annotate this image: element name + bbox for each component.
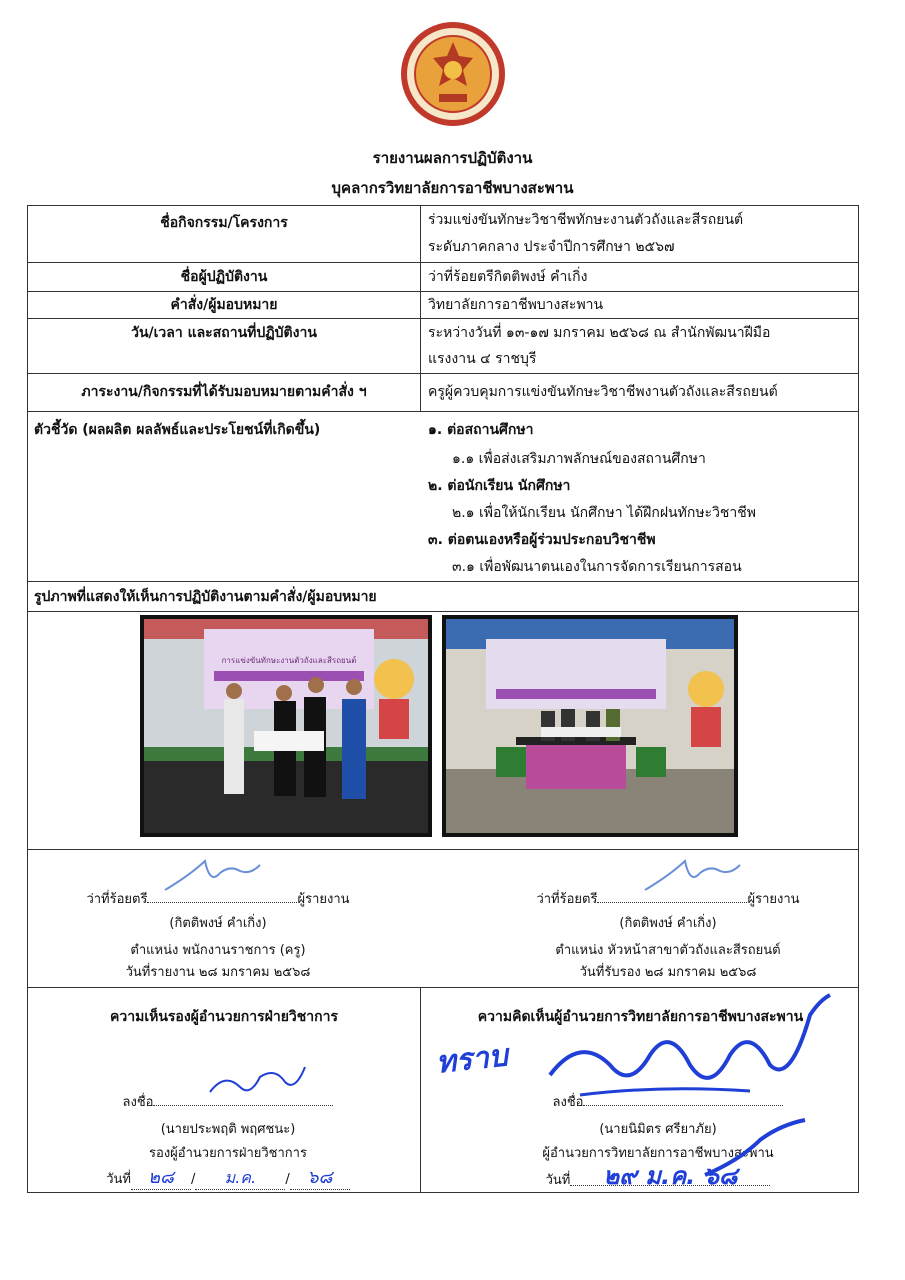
- deputy-name: (นายประพฤติ พฤศชนะ): [160, 1122, 296, 1137]
- indicators-label: ตัวชี้วัด (ผลผลิต ผลลัพธ์และประโยชน์ที่เกิดขึ้น): [34, 422, 321, 438]
- indicator-detail-3: ๓.๑ เพื่อพัฒนาตนเองในการจัดการเรียนการสอน: [452, 559, 742, 575]
- certifier-name: (กิตติพงษ์ คำเกิ่ง): [619, 916, 717, 931]
- director-date-scribble: [700, 1120, 810, 1180]
- deputy-date-day: ๒๘: [131, 1167, 191, 1190]
- college-seal-logo: [399, 20, 507, 128]
- deputy-signature: [205, 1062, 315, 1102]
- datetime-value-line2: แรงงาน ๔ ราชบุรี: [428, 351, 537, 367]
- reporter-name: (กิตติพงษ์ คำเกิ่ง): [169, 916, 267, 931]
- datetime-label: วัน/เวลา และสถานที่ปฏิบัติงาน: [131, 325, 317, 341]
- deputy-position: รองผู้อำนวยการฝ่ายวิชาการ: [149, 1146, 307, 1161]
- datetime-value-line1: ระหว่างวันที่ ๑๓-๑๗ มกราคม ๒๕๖๘ ณ สำนักพัฒนาฝีมือ: [428, 325, 771, 341]
- certifier-position: ตำแหน่ง หัวหน้าสาขาตัวถังและสีรถยนต์: [555, 943, 781, 958]
- indicator-detail-1: ๑.๑ เพื่อส่งเสริมภาพลักษณ์ของสถานศึกษา: [452, 451, 706, 467]
- report-subtitle: บุคลากรวิทยาลัยการอาชีพบางสะพาน: [331, 179, 574, 197]
- certifier-date: วันที่รับรอง ๒๘ มกราคม ๒๕๖๘: [579, 965, 757, 980]
- certifier-prefix: ว่าที่ร้อยตรี: [536, 892, 598, 907]
- deputy-date-month: ม.ค.: [195, 1167, 285, 1190]
- director-date-handwritten: ๒๙ ม.ค. ๖๘: [570, 1167, 770, 1186]
- indicator-heading-3: ๓. ต่อตนเองหรือผู้ร่วมประกอบวิชาชีพ: [428, 532, 656, 548]
- photo-2-illustration: [446, 619, 734, 833]
- deputy-heading: ความเห็นรองผู้อำนวยการฝ่ายวิชาการ: [110, 1009, 338, 1025]
- photo-1-illustration: [144, 619, 428, 833]
- reporter-position: ตำแหน่ง พนักงานราชการ (ครู): [130, 943, 306, 958]
- deputy-sign-label: ลงชื่อ: [122, 1095, 154, 1110]
- reporter-date: วันที่รายงาน ๒๘ มกราคม ๒๕๖๘: [125, 965, 311, 980]
- director-sign-label: ลงชื่อ: [552, 1095, 584, 1110]
- director-position: ผู้อำนวยการวิทยาลัยการอาชีพบางสะพาน: [542, 1146, 774, 1161]
- task-label: ภาระงาน/กิจกรรมที่ได้รับมอบหมายตามคำสั่ง ฯ: [81, 384, 367, 400]
- activity-label: ชื่อกิจกรรม/โครงการ: [160, 215, 288, 231]
- certifier-signature: [640, 855, 750, 895]
- performer-label: ชื่อผู้ปฏิบัติงาน: [180, 269, 268, 285]
- activity-value-line1: ร่วมแข่งขันทักษะวิชาชีพทักษะงานตัวถังและสีรถยนต์: [428, 212, 744, 228]
- director-date-label: วันที่: [545, 1173, 571, 1188]
- indicator-heading-2: ๒. ต่อนักเรียน นักศึกษา: [428, 478, 571, 494]
- reporter-signature: [160, 855, 270, 895]
- performer-value: ว่าที่ร้อยตรีกิตติพงษ์ คำเกิ่ง: [428, 269, 588, 285]
- order-label: คำสั่ง/ผู้มอบหมาย: [170, 297, 278, 313]
- director-handwritten-note: ทราบ: [434, 1038, 510, 1081]
- activity-photo-2: [442, 615, 738, 837]
- activity-photo-1: [140, 615, 432, 837]
- deputy-date-label: วันที่: [106, 1172, 131, 1187]
- director-signature: [540, 995, 840, 1105]
- deputy-date-line: วันที่ ๒๘ / ม.ค. / ๖๘: [68, 1167, 388, 1191]
- report-title: รายงานผลการปฏิบัติงาน: [372, 149, 533, 167]
- indicator-heading-1: ๑. ต่อสถานศึกษา: [428, 422, 534, 438]
- reporter-role: ผู้รายงาน: [297, 892, 350, 907]
- director-heading: ความคิดเห็นผู้อำนวยการวิทยาลัยการอาชีพบางสะพาน: [477, 1009, 804, 1025]
- certifier-role: ผู้รายงาน: [747, 892, 800, 907]
- order-value: วิทยาลัยการอาชีพบางสะพาน: [428, 297, 604, 313]
- director-name: (นายนิมิตร ศรียาภัย): [599, 1122, 717, 1137]
- deputy-date-year: ๖๘: [290, 1167, 350, 1190]
- photos-label: รูปภาพที่แสดงให้เห็นการปฏิบัติงานตามคำสั่ง/ผู้มอบหมาย: [34, 589, 377, 605]
- activity-value-line2: ระดับภาคกลาง ประจำปีการศึกษา ๒๕๖๗: [428, 239, 675, 255]
- indicator-detail-2: ๒.๑ เพื่อให้นักเรียน นักศึกษา ได้ฝึกฝนทักษะวิชาชีพ: [452, 505, 757, 521]
- task-value: ครูผู้ควบคุมการแข่งขันทักษะวิชาชีพงานตัวถังและสีรถยนต์: [428, 384, 778, 400]
- reporter-prefix: ว่าที่ร้อยตรี: [86, 892, 148, 907]
- photo-1-banner-text: การแข่งขันทักษะงานตัวถังและสีรถยนต์: [221, 656, 357, 665]
